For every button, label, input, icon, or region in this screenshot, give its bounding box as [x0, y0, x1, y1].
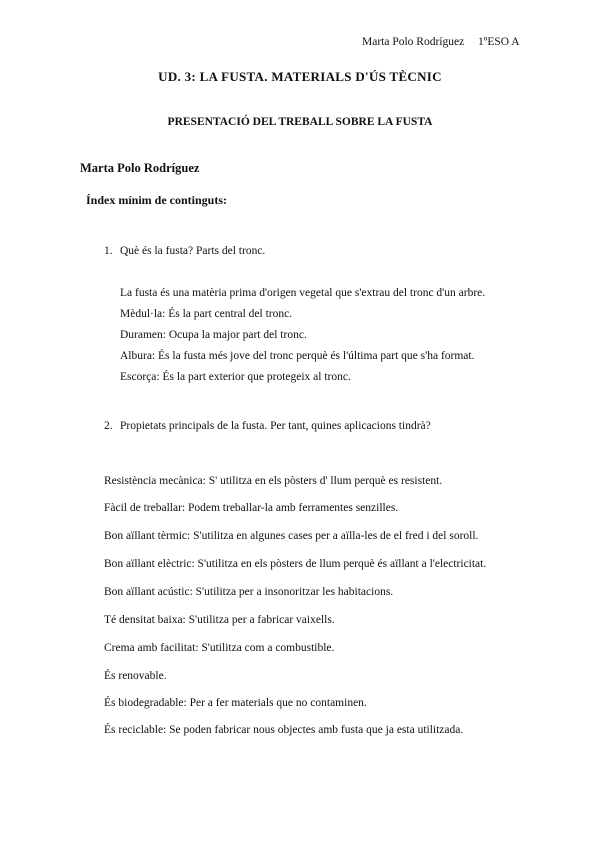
property-line: Bon aïllant acústic: S'utilitza per a insonoritzar les habitacions.: [104, 586, 394, 598]
answer-line: Duramen: Ocupa la major part del tronc.: [120, 329, 307, 341]
property-line: És reciclable: Se poden fabricar nous objectes amb fusta que ja esta utilitzada.: [104, 724, 464, 736]
header-author: Marta Polo Rodríguez: [362, 36, 465, 48]
property-line: És renovable.: [104, 670, 167, 682]
property-line: Bon aïllant elèctric: S'utilitza en els pòsters de llum perquè és aïllant a l'electricitat.: [104, 558, 487, 570]
answer-line: La fusta és una matèria prima d'origen vegetal que s'extrau del tronc d'un arbre.: [120, 287, 486, 299]
answer-line: Albura: És la fusta més jove del tronc perquè és l'última part que s'ha format.: [120, 350, 475, 362]
property-line: Crema amb facilitat: S'utilitza com a combustible.: [104, 642, 335, 654]
document-subtitle: PRESENTACIÓ DEL TREBALL SOBRE LA FUSTA: [167, 116, 433, 128]
answer-line: Escorça: És la part exterior que protegeix al tronc.: [120, 371, 351, 383]
answer-line: Mèdul·la: És la part central del tronc.: [120, 308, 293, 320]
property-line: Té densitat baixa: S'utilitza per a fabricar vaixells.: [104, 614, 335, 626]
property-line: Fàcil de treballar: Podem treballar-la amb ferramentes senzilles.: [104, 502, 399, 514]
question-text: Propietats principals de la fusta. Per tant, quines aplicacions tindrà?: [120, 420, 431, 432]
question-number: 1.: [104, 245, 113, 257]
header-class: 1ºESO A: [478, 36, 520, 48]
property-line: És biodegradable: Per a fer materials que no contaminen.: [104, 697, 367, 709]
property-line: Resistència mecànica: S' utilitza en els pòsters d' llum perquè es resistent.: [104, 475, 443, 487]
index-title: Índex mínim de continguts:: [86, 193, 228, 207]
question-text: Què és la fusta? Parts del tronc.: [120, 245, 266, 257]
author-name: Marta Polo Rodríguez: [80, 161, 200, 175]
question-number: 2.: [104, 420, 113, 432]
document-title: UD. 3: LA FUSTA. MATERIALS D'ÚS TÈCNIC: [158, 69, 442, 84]
property-line: Bon aïllant tèrmic: S'utilitza en algunes cases per a aïlla-les de el fred i del soroll.: [104, 530, 479, 542]
